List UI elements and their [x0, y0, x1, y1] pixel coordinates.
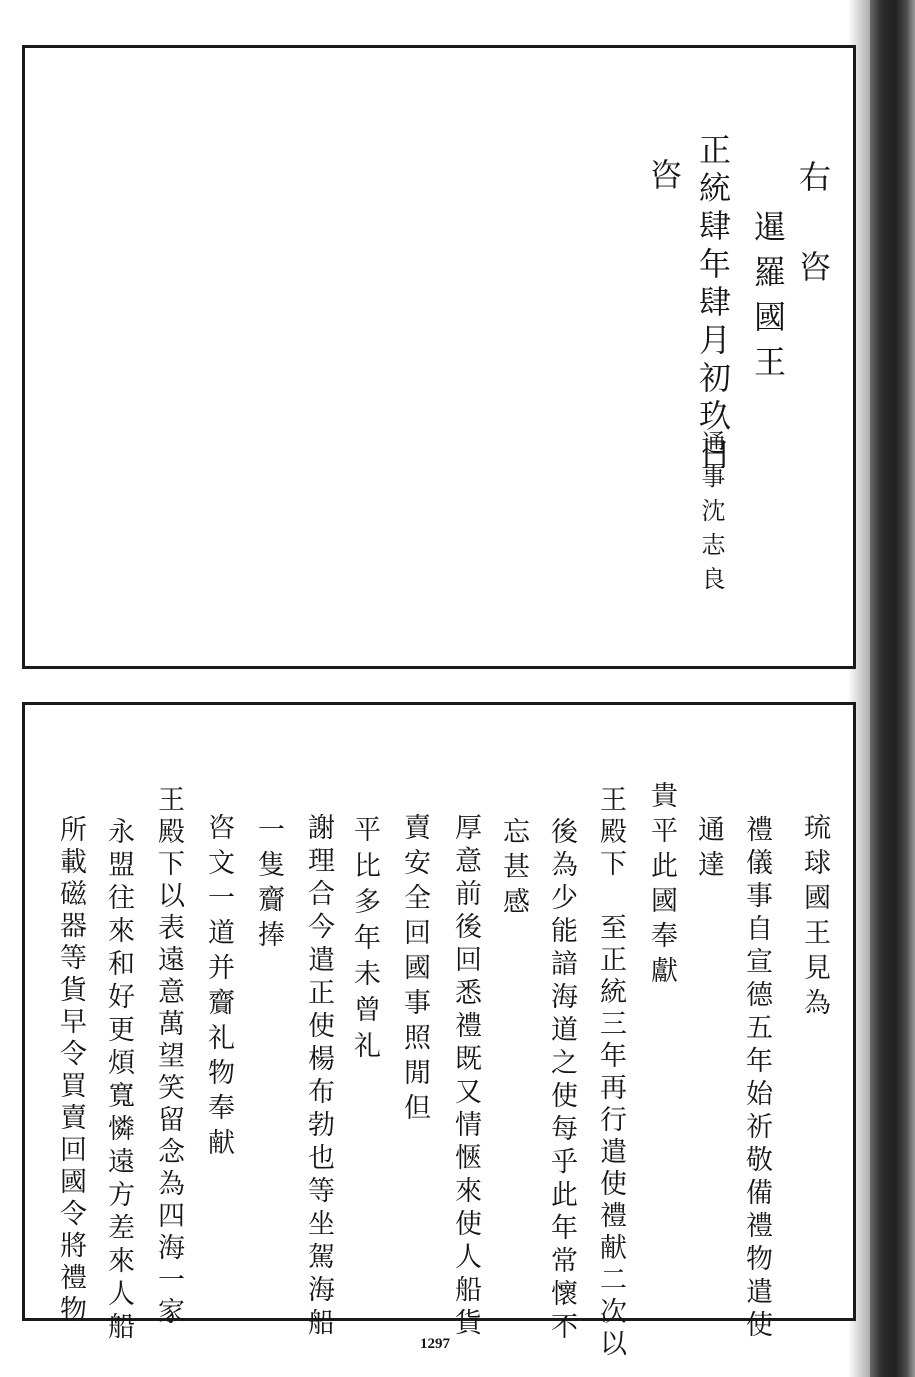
vertical-line-1: 琉球國王見為 [799, 813, 830, 1023]
vertical-line-4: 貴平此國奉獻 [646, 781, 677, 991]
vertical-line-8: 厚意前後回悉禮既又情愜來使人船貨 [450, 813, 481, 1341]
vertical-line-3: 通達 [693, 815, 724, 885]
vertical-line-2-addressee: 暹羅國王 [749, 210, 787, 390]
vertical-line-16: 所載磁器等貨早令買賣回國令將禮物 [55, 815, 86, 1327]
vertical-line-4: 咨 [645, 158, 683, 203]
vertical-line-3-date: 正統肆年肆月初玖日 [694, 133, 732, 475]
vertical-line-11: 謝理合今遣正使楊布勃也等坐駕海船 [303, 813, 334, 1341]
vertical-line-2: 禮儀事自宣德五年始祈敬備禮物遣使 [741, 815, 772, 1343]
interpreter-signature: 通事沈志良 [697, 430, 725, 600]
page-number: 1297 [420, 1336, 450, 1352]
book-spine [870, 0, 915, 1377]
vertical-line-12: 一隻齎捧 [253, 815, 284, 955]
vertical-line-5: 王殿下 至正統三年再行遣使禮献二次以 [595, 785, 626, 1361]
vertical-line-14: 王殿下以表遠意萬望笑留念為四海一家 [153, 785, 184, 1329]
vertical-line-10: 平比多年未曾礼 [349, 815, 380, 1067]
vertical-line-1: 右 咨 [794, 160, 832, 295]
vertical-line-13: 咨文一道并齎礼物奉献 [203, 813, 234, 1163]
vertical-line-7: 忘甚感 [498, 817, 529, 922]
upper-document-frame [22, 45, 856, 669]
vertical-line-15: 永盟往來和好更煩寬憐遠方差來人船 [103, 817, 134, 1345]
vertical-line-6: 後為少能諳海道之使每乎此年常懷不 [546, 817, 577, 1345]
vertical-line-9: 賣安全回國事照閒但 [399, 813, 430, 1128]
